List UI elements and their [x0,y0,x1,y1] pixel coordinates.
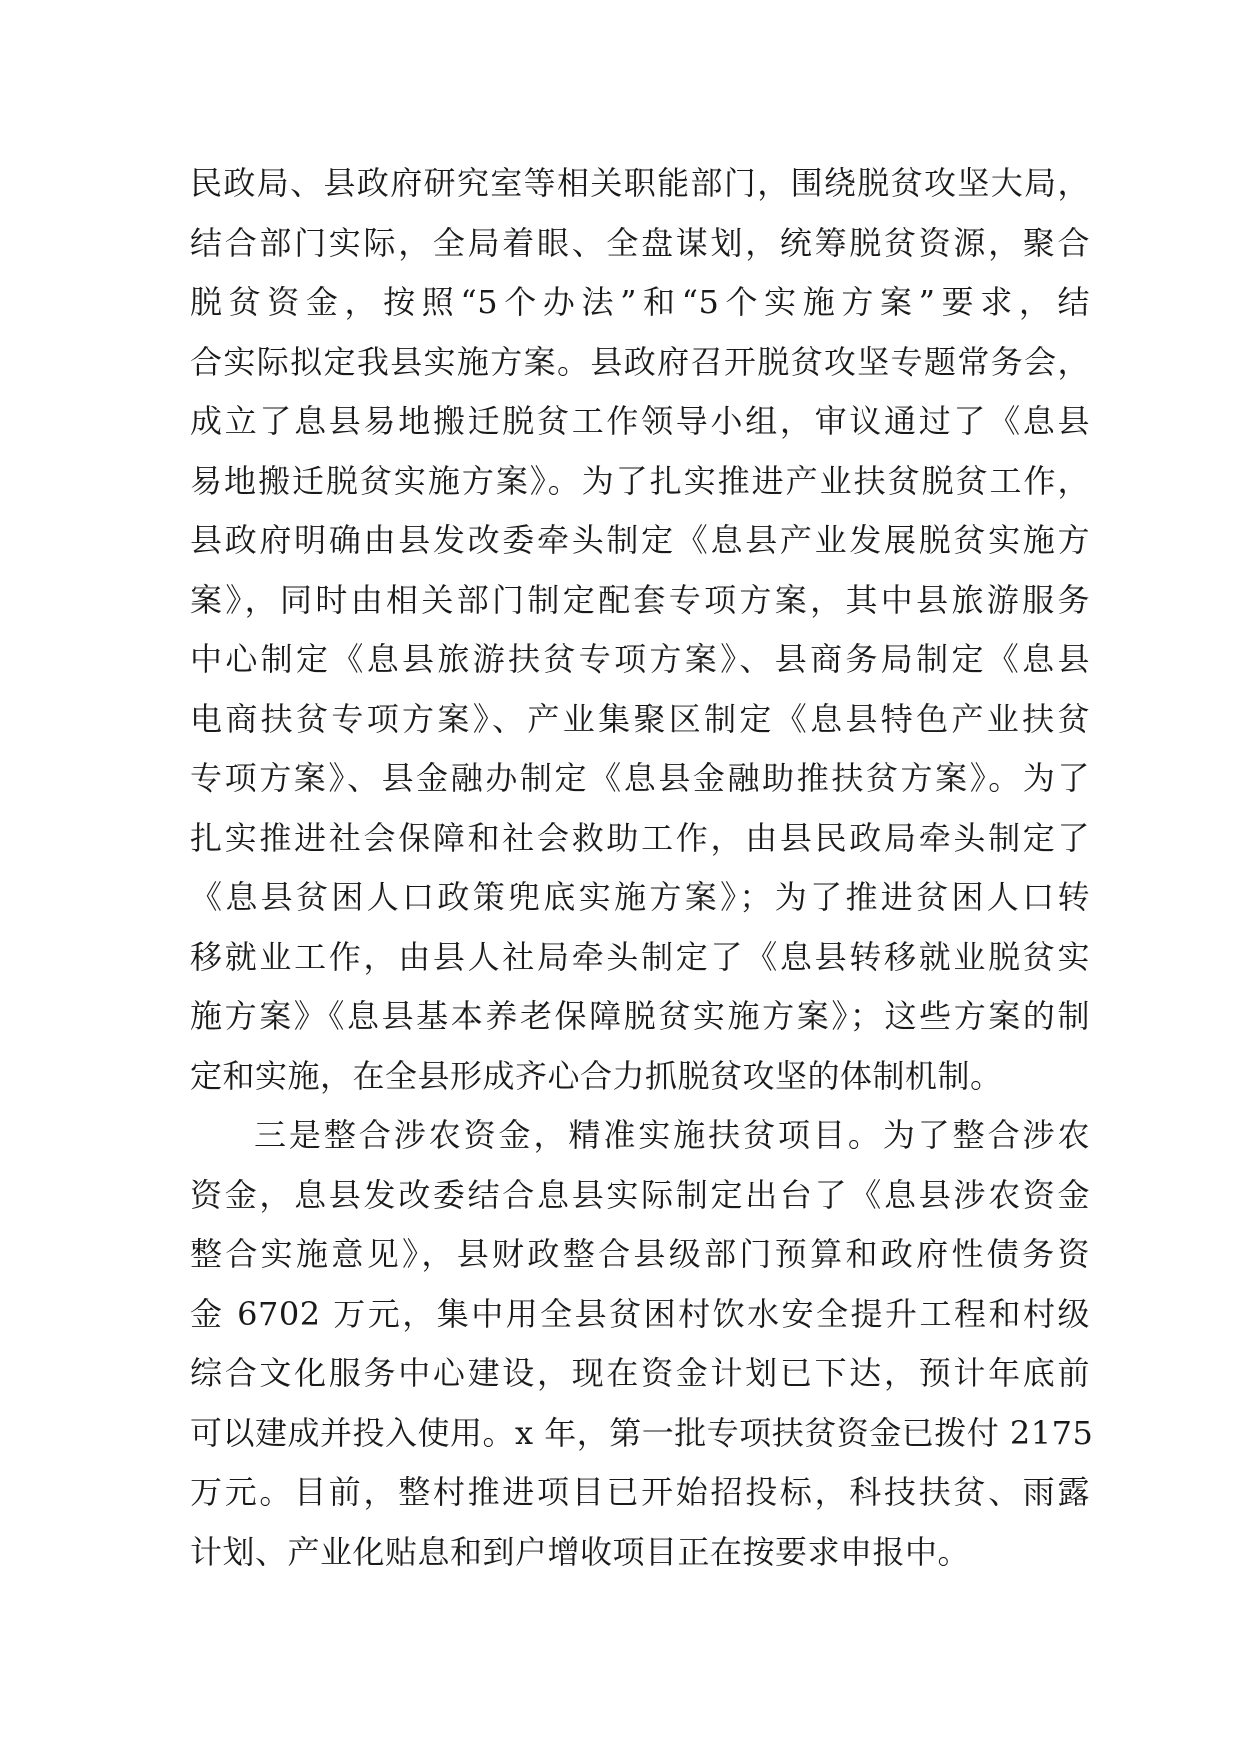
text-line: 县政府明确由县发改委牵头制定《息县产业发展脱贫实施方 [190,521,1090,559]
text-line: 三是整合涉农资金，精准实施扶贫项目。为了整合涉农 [254,1116,1090,1154]
text-line: 计划、产业化贴息和到户增收项目正在按要求申报中。 [190,1532,971,1571]
text-line: 专项方案》、县金融办制定《息县金融助推扶贫方案》。为了 [190,759,1090,797]
text-line: 移就业工作，由县人社局牵头制定了《息县转移就业脱贫实 [190,937,1090,976]
text-line: 综合文化服务中心建设，现在资金计划已下达，预计年底前 [190,1354,1090,1392]
document-body [190,154,1094,1582]
text-line: 资金，息县发改委结合息县实际制定出台了《息县涉农资金 [190,1175,1090,1214]
paragraph-2 [190,1106,1094,1582]
text-line: 《息县贫困人口政策兜底实施方案》；为了推进贫困人口转 [190,878,1090,916]
text-line: 案》，同时由相关部门制定配套专项方案，其中县旅游服务 [190,580,1090,619]
text-line: 成立了息县易地搬迁脱贫工作领导小组，审议通过了《息县 [190,402,1090,440]
text-line: 定和实施，在全县形成齐心合力抓脱贫攻坚的体制机制。 [190,1056,1003,1095]
text-line: 整合实施意见》，县财政整合县级部门预算和政府性债务资 [190,1235,1090,1273]
text-line: 施方案》《息县基本养老保障脱贫实施方案》；这些方案的制 [190,997,1090,1035]
text-line: 可以建成并投入使用。x 年，第一批专项扶贫资金已拨付 2175 [190,1413,1094,1452]
text-line: 结合部门实际，全局着眼、全盘谋划，统筹脱贫资源，聚合 [190,223,1090,262]
text-line: 中心制定《息县旅游扶贫专项方案》、县商务局制定《息县 [190,640,1090,678]
text-line: 金 6702 万元，集中用全县贫困村饮水安全提升工程和村级 [190,1294,1090,1333]
text-line: 易地搬迁脱贫实施方案》。为了扎实推进产业扶贫脱贫工作， [190,461,1090,500]
text-line: 脱贫资金，按照“5个办法”和“5个实施方案”要求，结 [190,283,1090,321]
text-line: 民政局、县政府研究室等相关职能部门，围绕脱贫攻坚大局， [190,164,1090,202]
text-line: 扎实推进社会保障和社会救助工作，由县民政局牵头制定了 [190,818,1090,857]
text-line: 合实际拟定我县实施方案。县政府召开脱贫攻坚专题常务会， [190,342,1090,381]
paragraph-1 [190,154,1090,1106]
text-line: 万元。目前，整村推进项目已开始招投标，科技扶贫、雨露 [190,1473,1090,1511]
text-line: 电商扶贫专项方案》、产业集聚区制定《息县特色产业扶贫 [190,699,1090,738]
